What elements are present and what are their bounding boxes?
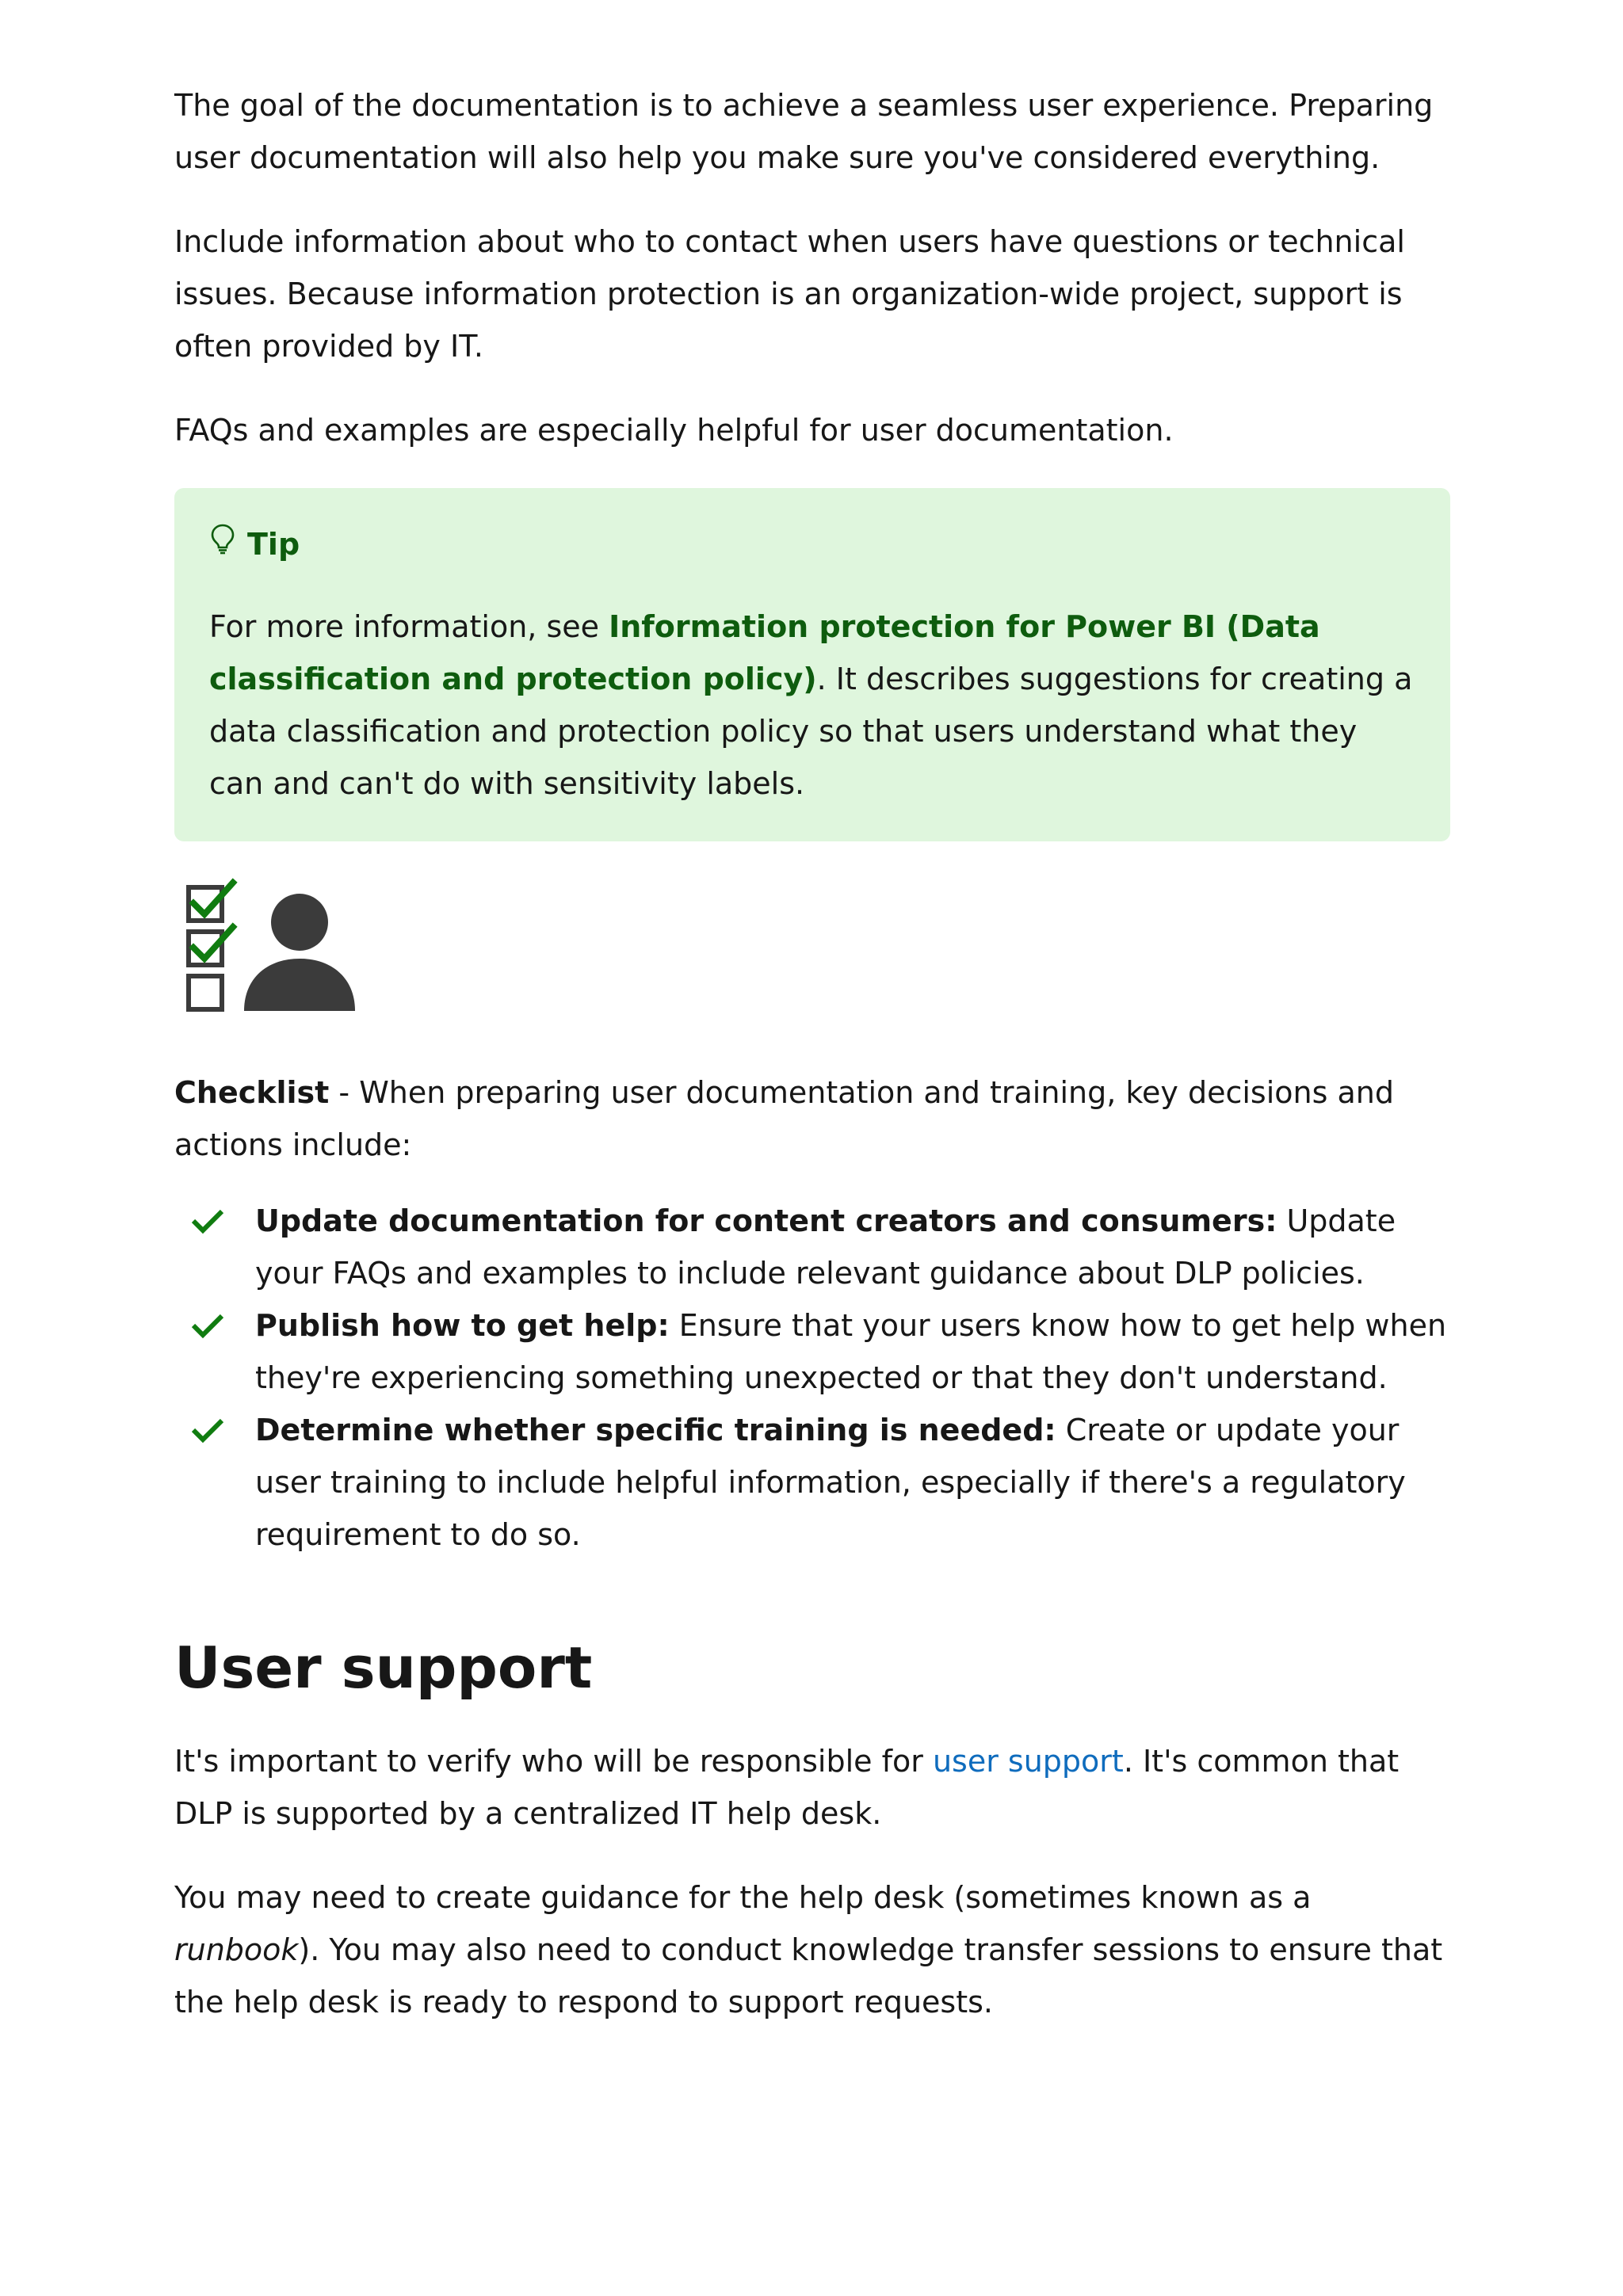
runbook-text-after: ). You may also need to conduct knowledge transfer sessions to ensure that the help desk is ready to respond to support requests.	[174, 1932, 1443, 2019]
runbook-text-before: You may need to create guidance for the help desk (sometimes known as a	[174, 1880, 1312, 1915]
checklist-item-title: Update documentation for content creators and consumers:	[255, 1203, 1277, 1238]
checkmark-icon	[190, 1404, 225, 1456]
intro-paragraph: The goal of the documentation is to achieve a seamless user experience. Preparing user documentation will also help you make sure you've considered everything.	[174, 88, 1434, 175]
tip-title: Tip	[247, 527, 300, 562]
tip-callout	[174, 488, 1450, 841]
support-paragraph	[174, 1735, 1450, 1840]
tip-text-after: . It describes suggestions for creating a data classification and protection policy so that users understand what they can and can't do with sensitivity labels.	[209, 662, 1413, 801]
checklist-item-desc: Update your FAQs and examples to include relevant guidance about DLP policies.	[255, 1203, 1396, 1291]
checklist-intro	[174, 1066, 1450, 1171]
tip-text-before: For more information, see	[209, 609, 609, 644]
checklist	[174, 1195, 1450, 1561]
checklist-item-text	[255, 1299, 1450, 1404]
checkmark-icon	[190, 1195, 225, 1247]
checklist-label: Checklist	[174, 1075, 330, 1110]
checklist-item-desc: Ensure that your users know how to get help when they're experiencing something unexpected or that they don't understand.	[255, 1308, 1447, 1395]
document-content	[174, 79, 1450, 2028]
support-text-before: It's important to verify who will be responsible for	[174, 1744, 933, 1779]
runbook-paragraph	[174, 1871, 1450, 2028]
checkmark-icon	[190, 1299, 225, 1352]
checklist-intro-text: - When preparing user documentation and training, key decisions and actions include:	[174, 1075, 1394, 1162]
user-support-link[interactable]: user support	[932, 1744, 1124, 1779]
checklist-item	[174, 1299, 1450, 1404]
checklist-item	[174, 1404, 1450, 1561]
checklist-item-desc: Create or update your user training to include helpful information, especially if there's a regulatory requirement to do so.	[255, 1413, 1406, 1552]
contact-paragraph: Include information about who to contact when users have questions or technical issues. Because information protection is an organization-wide project, support is often provided by IT.	[174, 224, 1405, 364]
faq-paragraph: FAQs and examples are especially helpful for user documentation.	[174, 413, 1174, 448]
checklist-item-title: Determine whether specific training is needed:	[255, 1413, 1056, 1447]
tip-body	[209, 601, 1415, 810]
tip-header	[209, 518, 1415, 570]
support-text-after: . It's common that DLP is supported by a centralized IT help desk.	[174, 1744, 1400, 1831]
lightbulb-icon	[209, 518, 247, 570]
checklist-item	[174, 1195, 1450, 1299]
checklist-item-text	[255, 1404, 1450, 1561]
section-heading: User support	[174, 1634, 593, 1701]
checklist-person-icon	[181, 876, 1450, 1019]
tip-link[interactable]: Information protection for Power BI (Data classification and protection policy)	[209, 609, 1320, 696]
checklist-item-text	[255, 1195, 1450, 1299]
runbook-term: runbook	[174, 1932, 299, 1967]
checklist-item-title: Publish how to get help:	[255, 1308, 670, 1343]
